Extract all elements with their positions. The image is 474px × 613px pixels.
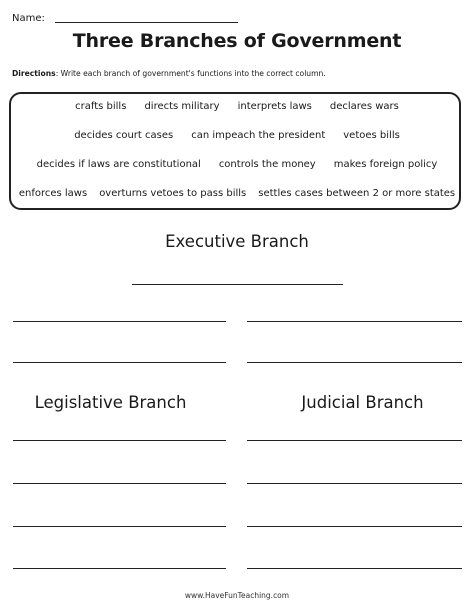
- worksheet-title: Three Branches of Government: [72, 30, 402, 52]
- word-bank-item: settles cases between 2 or more states: [258, 188, 456, 199]
- name-label: Name:: [12, 13, 45, 24]
- word-bank-item: decides court cases: [74, 130, 174, 141]
- word-bank-row: [11, 101, 463, 112]
- legislative-answer-line[interactable]: [13, 483, 226, 484]
- word-bank-item: controls the money: [218, 159, 316, 170]
- executive-answer-line[interactable]: [247, 321, 462, 322]
- word-bank-item: vetoes bills: [343, 130, 400, 141]
- directions-text: : Write each branch of government's functions into the correct column.: [55, 69, 326, 78]
- word-bank-item: crafts bills: [75, 101, 127, 112]
- judicial-branch-heading: Judicial Branch: [301, 393, 424, 412]
- judicial-answer-line[interactable]: [247, 526, 462, 527]
- word-bank-item: enforces laws: [18, 188, 88, 199]
- word-bank-row: [11, 159, 463, 170]
- word-bank-row: [11, 188, 463, 199]
- judicial-answer-line[interactable]: [247, 568, 462, 569]
- word-bank-box: [9, 92, 461, 210]
- word-bank-item: can impeach the president: [191, 130, 326, 141]
- word-bank-item: overturns vetoes to pass bills: [99, 188, 247, 199]
- directions-label: Directions: [12, 69, 56, 78]
- word-bank-item: makes foreign policy: [333, 159, 438, 170]
- judicial-answer-line[interactable]: [247, 440, 462, 441]
- legislative-branch-heading: Legislative Branch: [34, 393, 187, 412]
- legislative-answer-line[interactable]: [13, 440, 226, 441]
- word-bank-item: declares wars: [329, 101, 399, 112]
- word-bank-item: interprets laws: [237, 101, 312, 112]
- executive-answer-line[interactable]: [247, 362, 462, 363]
- legislative-answer-line[interactable]: [13, 526, 226, 527]
- footer-url: www.HaveFunTeaching.com: [184, 591, 290, 600]
- executive-branch-heading: Executive Branch: [165, 232, 309, 251]
- word-bank-item: decides if laws are constitutional: [36, 159, 201, 170]
- word-bank-item: directs military: [144, 101, 220, 112]
- directions: [12, 69, 326, 78]
- executive-answer-line[interactable]: [132, 284, 343, 285]
- name-field-line[interactable]: [55, 22, 238, 23]
- word-bank-row: [11, 130, 463, 141]
- executive-answer-line[interactable]: [13, 321, 226, 322]
- legislative-answer-line[interactable]: [13, 568, 226, 569]
- executive-answer-line[interactable]: [13, 362, 226, 363]
- judicial-answer-line[interactable]: [247, 483, 462, 484]
